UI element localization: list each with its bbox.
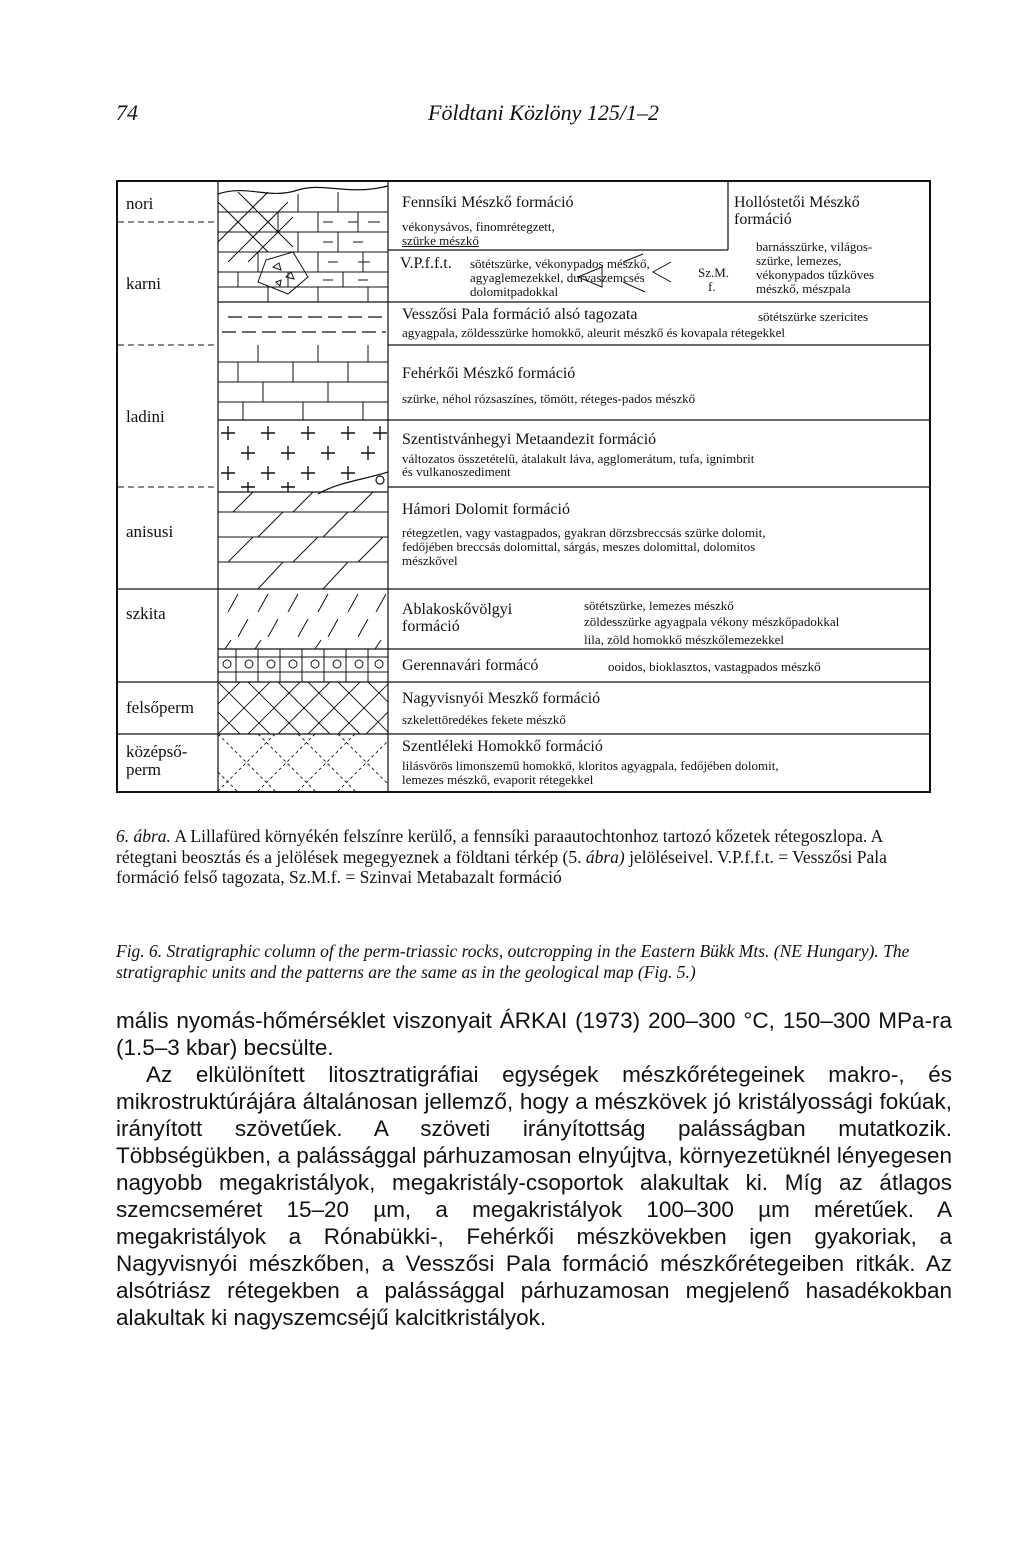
stage-kozepsoperm-line2: perm [126, 760, 161, 779]
figure-caption-english: Fig. 6. Stratigraphic column of the perm-triassic rocks, outcropping in the Eastern Bükk Mts. (NE Hungary). The stratigraphic units and the patterns are the same as in the geological map (Fig. 5.) [116, 941, 910, 982]
body-text [116, 1007, 952, 1331]
unit-ablakos-desc1: sötétszürke, lemezes mészkő [584, 598, 734, 613]
unit-feherkoi-desc: szürke, néhol rózsaszínes, tömött, réteges-pados mészkő [402, 391, 696, 406]
unit-ablakos-title1: Ablakoskővölgyi [402, 601, 513, 618]
unit-hamori-title: Hámori Dolomit formáció [402, 501, 570, 518]
stage-kozepsoperm-line1: középső- [126, 742, 188, 761]
unit-ablakos-desc3: lila, zöld homokkő mészkőlemezekkel [584, 632, 784, 647]
figure-caption-hungarian [116, 826, 936, 888]
unit-fennsiki-title: Fennsíki Mészkő formáció [402, 194, 574, 211]
journal-title: Földtani Közlöny 125/1–2 [428, 100, 659, 125]
unit-vesszosi-desc: agyagpala, zöldesszürke homokkő, aleurit mészkő és kovapala rétegekkel [402, 325, 785, 340]
unit-ablakos-title2: formáció [402, 618, 460, 635]
stage-karni: karni [126, 274, 161, 293]
unit-szentistvan-desc1: változatos összetételű, átalakult láva, agglomerátum, tufa, ignimbrit [402, 451, 755, 466]
unit-szentleleki-title: Szentléleki Homokkő formáció [402, 738, 603, 755]
unit-vesszosi-desc-right: sötétszürke szericites [758, 309, 869, 324]
unit-hollostetoi-desc4: mészkő, mészpala [756, 281, 851, 296]
unit-hamori-desc3: mészkővel [402, 553, 458, 568]
stage-felsoperm: felsőperm [126, 698, 194, 717]
unit-vpfft-desc3: dolomitpadokkal [470, 284, 559, 299]
unit-fennsiki-desc2: szürke mészkő [402, 233, 479, 248]
unit-szentleleki-desc1: lilásvörös limonszemű homokkő, kloritos agyagpala, fedőjében dolomit, [402, 758, 779, 773]
caption-hu-label: 6. ábra. [116, 826, 171, 846]
unit-hollostetoi-desc1: barnásszürke, világos- [756, 239, 873, 254]
unit-szmf-line1: Sz.M. [698, 265, 730, 280]
caption-hu-text2: jelöléseivel. V.P.f.f.t. = Vesszősi Pala formáció felső tagozata, Sz.M.f. = Szinvai Metabazalt formáció [116, 846, 887, 887]
unit-gerennavari-title: Gerennavári formácó [402, 657, 539, 674]
body-paragraph-2: Az elkülönített litosztratigráfiai egységek mészkőrétegeinek makro-, és mikrostruktúrájára általánosan jellemző, hogy a mészkövek jó kristályossági fokúak, irányított szövetűek. A szöveti irányítottság palásságban mutatkozik. Többségükben, a palássággal párhuzamosan elnyújtva, környezetüknél lényegesen nagyobb megakristályok, megakristály-csoportok alakultak ki. Míg az átlagos szemcseméret 15–20 µm, a megakristályok 100–300 µm méretűek. A megakristályok a Rónabükki-, Fehérkői mészkövekben igen gyakoriak, a Nagyvisnyói mészkőben, a Vesszősi Pala formáció mészkőrétegeiben ritkák. Az alsótriász rétegekben a palássággal párhuzamosan megjelenő hasadékokban alakultak ki nagyszemcséjű kalcitkristályok. [116, 1062, 952, 1330]
unit-nagyvisnyoi-title: Nagyvisnyói Meszkő formáció [402, 690, 601, 707]
unit-szmf-line2: f. [708, 279, 716, 294]
unit-szentistvan-desc2: és vulkanoszediment [402, 464, 511, 479]
unit-hamori-desc2: fedőjében breccsás dolomittal, sárgás, meszes dolomittal, dolomitos [402, 539, 756, 554]
unit-hollostetoi-title1: Hollóstetői Mészkő [734, 194, 860, 211]
unit-vpfft-label: V.P.f.f.t. [400, 255, 452, 272]
unit-nagyvisnyoi-desc: szkelettöredékes fekete mészkő [402, 712, 566, 727]
stage-ladini: ladini [126, 407, 165, 426]
unit-hamori-desc1: rétegzetlen, vagy vastagpados, gyakran dörzsbreccsás szürke dolomit, [402, 525, 766, 540]
caption-hu-text: A Lillafüred környékén felszínre kerülő, a fennsíki paraautochtonhoz tartozó kőzetek rétegoszlopa. A rétegtani beosztás és a jelölések megegyeznek a földtani térkép (5. [116, 826, 883, 867]
unit-gerennavari-desc: ooidos, bioklasztos, vastagpados mészkő [608, 659, 821, 674]
unit-hollostetoi-desc3: vékonypados tűzköves [756, 267, 875, 282]
stage-szkita: szkita [126, 604, 166, 623]
stage-anisusi: anisusi [126, 522, 174, 541]
unit-szentleleki-desc2: lemezes mészkő, evaporit rétegekkel [402, 772, 594, 787]
page-number: 74 [116, 100, 138, 125]
unit-hollostetoi-title2: formáció [734, 211, 792, 228]
unit-vpfft-desc1: sötétszürke, vékonypados mészkő, [470, 256, 650, 271]
unit-vesszosi-title: Vesszősi Pala formáció alsó tagozata [402, 306, 638, 323]
unit-ablakos-desc2: zöldesszürke agyagpala vékony mészkőpadokkal [584, 614, 840, 629]
unit-vpfft-desc2: agyaglemezekkel, durvaszemcsés [470, 270, 645, 285]
body-paragraph-1: mális nyomás-hőmérséklet viszonyait ÁRKAI (1973) 200–300 °C, 150–300 MPa-ra (1.5–3 kbar) becsülte. [116, 1008, 952, 1060]
unit-fennsiki-desc1: vékonysávos, finomrétegzett, [402, 219, 555, 234]
unit-hollostetoi-desc2: szürke, lemezes, [756, 253, 842, 268]
caption-hu-ref: ábra) [585, 846, 625, 867]
stratigraphic-column-figure [116, 180, 931, 793]
unit-szentistvan-title: Szentistvánhegyi Metaandezit formáció [402, 431, 657, 448]
stage-nori: nori [126, 194, 154, 213]
unit-feherkoi-title: Fehérkői Mészkő formáció [402, 365, 576, 382]
